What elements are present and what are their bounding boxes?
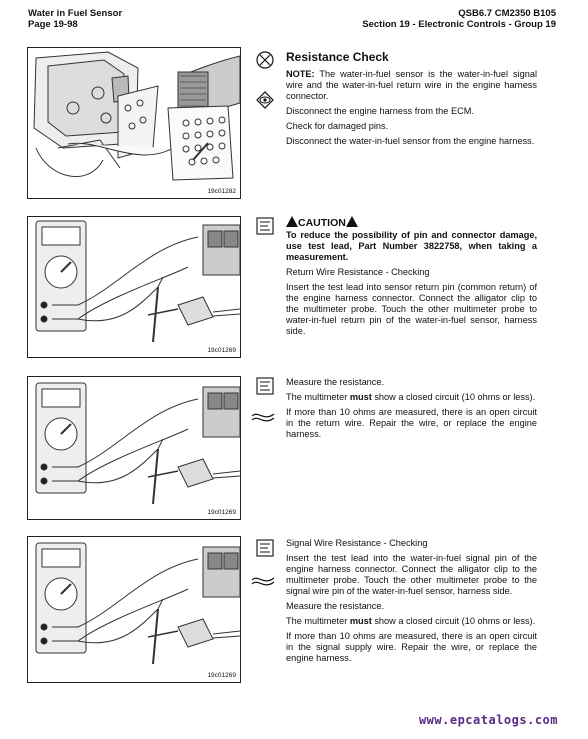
step-text: Measure the resistance.: [286, 377, 385, 387]
harness-icon: [250, 406, 276, 426]
page-number: Page 19-98: [28, 19, 78, 30]
eye-inspect-icon: [255, 90, 275, 110]
section-name: Water in Fuel Sensor: [28, 8, 123, 19]
text-run: The multimeter: [286, 392, 350, 402]
model-code: QSB6.7 CM2350 B105: [458, 8, 556, 19]
step-text: Disconnect the engine harness from the ECM.: [286, 106, 474, 116]
step-text: [286, 392, 537, 403]
step-text: Check for damaged pins.: [286, 121, 389, 131]
tool-icon: [255, 538, 275, 558]
caution-text: To reduce the possibility of pin and connector damage, use test lead, Part Number 3822758, when taking a measurement.: [286, 230, 537, 262]
emphasis: must: [349, 392, 372, 402]
section-measure-return: [286, 377, 537, 444]
figure-id: 19c01269: [207, 672, 236, 679]
tool-icon: [255, 376, 275, 396]
harness-icon: [250, 570, 276, 590]
page-header-right: [362, 8, 556, 30]
step-text: Disconnect the water-in-fuel sensor from the engine harness.: [286, 136, 535, 146]
multimeter-illustration: [28, 377, 240, 519]
section-heading: Resistance Check: [286, 50, 389, 64]
step-text: If more than 10 ohms are measured, there is an open circuit in the signal supply wire. Repair the wire, or replace the engine harness.: [286, 631, 537, 663]
step-text: [286, 616, 537, 627]
section-title: Section 19 - Electronic Controls - Group 19: [362, 19, 556, 30]
section-return-wire: [286, 216, 537, 341]
step-text: Measure the resistance.: [286, 601, 385, 611]
note-label: NOTE:: [286, 69, 315, 79]
ecm-illustration: [28, 48, 240, 198]
subheading: Return Wire Resistance - Checking: [286, 267, 430, 277]
emphasis: must: [349, 616, 372, 626]
multimeter-illustration: [28, 217, 240, 357]
multimeter-figure: [27, 376, 241, 520]
caution-icon: [286, 216, 298, 227]
caution-icon: [346, 216, 358, 227]
tool-icon: [255, 216, 275, 236]
footer-url: www.epcatalogs.com: [418, 713, 558, 727]
section-resistance-check: [286, 52, 537, 151]
wrench-crossed-icon: [255, 50, 275, 70]
figure-id: 19c01282: [207, 188, 236, 195]
text-run: show a closed circuit (10 ohms or less).: [371, 392, 536, 402]
subheading: Signal Wire Resistance - Checking: [286, 538, 428, 548]
multimeter-figure: [27, 536, 241, 683]
note-text: The water-in-fuel sensor is the water-in-fuel signal wire and the water-in-fuel return wire in the engine harness connector.: [286, 69, 537, 101]
caution-heading: [286, 216, 537, 229]
text-run: The multimeter: [286, 616, 350, 626]
step-text: Insert the test lead into the water-in-fuel signal pin of the engine harness connector. Connect the alligator clip to the multimeter probe. Touch the other multimeter probe to the signal wire pin of the water-in-fuel sensor, harness side.: [286, 553, 537, 596]
figure-id: 19c01269: [207, 347, 236, 354]
multimeter-figure: [27, 216, 241, 358]
ecm-connector-figure: [27, 47, 241, 199]
text-run: show a closed circuit (10 ohms or less).: [371, 616, 536, 626]
multimeter-illustration: [28, 537, 240, 682]
step-text: If more than 10 ohms are measured, there is an open circuit in the return wire. Repair the wire, or replace the engine harness.: [286, 407, 537, 439]
page-header-left: [28, 8, 122, 30]
caution-label: CAUTION: [298, 217, 346, 229]
note-paragraph: [286, 69, 537, 102]
figure-id: 19c01269: [207, 509, 236, 516]
section-signal-wire: [286, 538, 537, 668]
step-text: Insert the test lead into sensor return pin (common return) of the engine harness connector. Connect the alligator clip to the multimeter probe. Touch the other multimeter probe to water-in-fuel return pin of the water-in-fuel sensor, harness side.: [286, 282, 537, 336]
